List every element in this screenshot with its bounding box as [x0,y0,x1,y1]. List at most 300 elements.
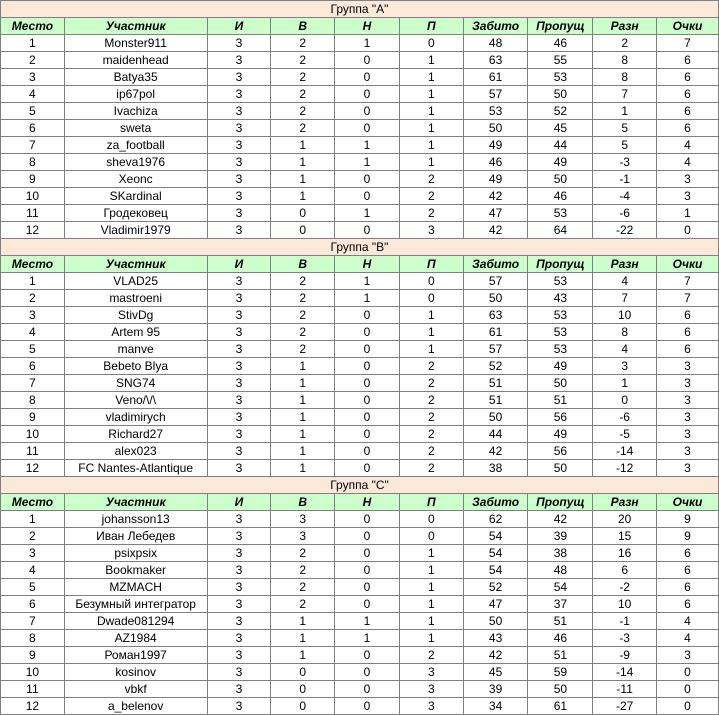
cell-played: 3 [207,324,271,341]
cell-won: 1 [271,358,335,375]
cell-points: 3 [657,426,719,443]
cell-lost: 0 [399,511,463,528]
cell-played: 3 [207,375,271,392]
cell-won: 2 [271,562,335,579]
cell-goals-against: 48 [528,562,593,579]
cell-goals-for: 39 [463,681,528,698]
cell-goals-for: 61 [463,69,528,86]
cell-goals-against: 61 [528,698,593,715]
cell-won: 2 [271,86,335,103]
cell-won: 1 [271,460,335,477]
cell-participant: SKardinal [64,188,207,205]
cell-lost: 1 [399,120,463,137]
cell-played: 3 [207,409,271,426]
cell-goals-for: 54 [463,545,528,562]
cell-goals-for: 52 [463,579,528,596]
cell-goals-for: 38 [463,460,528,477]
cell-points: 9 [657,528,719,545]
cell-won: 2 [271,290,335,307]
cell-goals-against: 50 [528,460,593,477]
cell-played: 3 [207,460,271,477]
column-header-row [1,494,719,511]
column-header-place: Место [1,256,65,273]
table-row [1,171,719,188]
cell-participant: za_football [64,137,207,154]
cell-participant: StivDg [64,307,207,324]
cell-goals-against: 59 [528,664,593,681]
cell-place: 12 [1,460,65,477]
cell-played: 3 [207,188,271,205]
cell-goals-for: 42 [463,188,528,205]
table-row [1,375,719,392]
cell-played: 3 [207,154,271,171]
table-row [1,69,719,86]
cell-goal-diff: -27 [593,698,657,715]
cell-points: 6 [657,86,719,103]
cell-participant: ip67pol [64,86,207,103]
cell-goals-against: 37 [528,596,593,613]
cell-goals-for: 61 [463,324,528,341]
table-row [1,528,719,545]
cell-place: 2 [1,52,65,69]
cell-played: 3 [207,681,271,698]
column-header-lost: П [399,18,463,35]
cell-points: 9 [657,511,719,528]
cell-goals-for: 57 [463,341,528,358]
cell-goals-against: 51 [528,647,593,664]
cell-goals-against: 53 [528,273,593,290]
cell-points: 6 [657,307,719,324]
column-header-played: И [207,18,271,35]
cell-goal-diff: -3 [593,630,657,647]
cell-place: 5 [1,103,65,120]
cell-lost: 1 [399,562,463,579]
cell-won: 2 [271,341,335,358]
cell-won: 2 [271,307,335,324]
column-header-played: И [207,256,271,273]
cell-goal-diff: 8 [593,324,657,341]
cell-points: 4 [657,137,719,154]
cell-lost: 1 [399,137,463,154]
column-header-goal-diff: Разн [593,18,657,35]
cell-goals-against: 50 [528,171,593,188]
cell-played: 3 [207,273,271,290]
column-header-row [1,18,719,35]
table-row [1,562,719,579]
cell-lost: 1 [399,324,463,341]
cell-drawn: 1 [335,290,400,307]
table-row [1,460,719,477]
cell-goal-diff: 0 [593,392,657,409]
cell-goals-against: 49 [528,426,593,443]
cell-lost: 2 [399,171,463,188]
cell-goal-diff: 4 [593,341,657,358]
cell-drawn: 0 [335,562,400,579]
table-row [1,647,719,664]
column-header-goal-diff: Разн [593,494,657,511]
group-title: Группа "C" [1,477,719,494]
table-row [1,358,719,375]
cell-participant: Dwade081294 [64,613,207,630]
table-row [1,341,719,358]
table-row [1,426,719,443]
cell-goals-for: 53 [463,103,528,120]
table-row [1,222,719,239]
cell-goal-diff: 5 [593,120,657,137]
cell-goals-against: 53 [528,341,593,358]
cell-place: 1 [1,511,65,528]
cell-participant: a_belenov [64,698,207,715]
cell-goals-against: 49 [528,358,593,375]
cell-place: 6 [1,358,65,375]
cell-place: 4 [1,324,65,341]
column-header-place: Место [1,494,65,511]
cell-lost: 1 [399,613,463,630]
cell-drawn: 0 [335,528,400,545]
cell-played: 3 [207,545,271,562]
cell-participant: sweta [64,120,207,137]
group-title: Группа "A" [1,1,719,18]
cell-place: 8 [1,154,65,171]
cell-won: 1 [271,613,335,630]
cell-points: 6 [657,545,719,562]
column-header-played: И [207,494,271,511]
cell-goals-for: 57 [463,86,528,103]
cell-lost: 2 [399,205,463,222]
cell-goals-for: 54 [463,528,528,545]
cell-played: 3 [207,426,271,443]
cell-played: 3 [207,103,271,120]
cell-lost: 2 [399,375,463,392]
table-row [1,35,719,52]
cell-drawn: 0 [335,392,400,409]
column-header-goals-against: Пропущ [528,256,593,273]
cell-goal-diff: 6 [593,562,657,579]
cell-goal-diff: -6 [593,205,657,222]
cell-points: 3 [657,358,719,375]
cell-lost: 2 [399,647,463,664]
cell-goal-diff: 16 [593,545,657,562]
cell-place: 10 [1,664,65,681]
cell-drawn: 1 [335,137,400,154]
cell-won: 2 [271,579,335,596]
cell-drawn: 1 [335,35,400,52]
table-row [1,392,719,409]
standings-body [1,1,719,715]
cell-goals-for: 49 [463,137,528,154]
cell-goal-diff: -3 [593,154,657,171]
cell-goals-against: 53 [528,324,593,341]
cell-won: 1 [271,188,335,205]
cell-played: 3 [207,562,271,579]
cell-place: 7 [1,613,65,630]
cell-points: 6 [657,69,719,86]
cell-participant: Veno/\/\ [64,392,207,409]
cell-participant: psixpsix [64,545,207,562]
column-header-goal-diff: Разн [593,256,657,273]
cell-goals-for: 46 [463,154,528,171]
cell-participant: vbkf [64,681,207,698]
cell-lost: 3 [399,664,463,681]
column-header-goals-for: Забито [463,494,528,511]
cell-goals-against: 43 [528,290,593,307]
cell-place: 3 [1,69,65,86]
cell-participant: manve [64,341,207,358]
column-header-points: Очки [657,494,719,511]
cell-goals-against: 50 [528,375,593,392]
table-row [1,188,719,205]
cell-goals-against: 46 [528,630,593,647]
cell-points: 1 [657,205,719,222]
cell-lost: 1 [399,69,463,86]
cell-won: 2 [271,35,335,52]
cell-played: 3 [207,443,271,460]
cell-goal-diff: -14 [593,443,657,460]
cell-goals-against: 53 [528,69,593,86]
table-row [1,664,719,681]
cell-lost: 3 [399,681,463,698]
cell-points: 7 [657,290,719,307]
cell-goals-against: 45 [528,120,593,137]
cell-lost: 1 [399,630,463,647]
cell-drawn: 1 [335,205,400,222]
cell-place: 3 [1,545,65,562]
cell-drawn: 0 [335,52,400,69]
cell-drawn: 0 [335,171,400,188]
cell-participant: maidenhead [64,52,207,69]
table-row [1,579,719,596]
column-header-drawn: Н [335,494,400,511]
cell-points: 3 [657,409,719,426]
cell-played: 3 [207,69,271,86]
column-header-lost: П [399,494,463,511]
cell-points: 6 [657,52,719,69]
cell-goals-for: 51 [463,392,528,409]
table-row [1,154,719,171]
cell-drawn: 1 [335,273,400,290]
cell-drawn: 0 [335,375,400,392]
cell-participant: AZ1984 [64,630,207,647]
table-row [1,443,719,460]
column-header-goals-against: Пропущ [528,494,593,511]
cell-goal-diff: 10 [593,307,657,324]
cell-won: 1 [271,137,335,154]
cell-goal-diff: 8 [593,52,657,69]
cell-place: 12 [1,222,65,239]
cell-goal-diff: -6 [593,409,657,426]
cell-goal-diff: 1 [593,375,657,392]
cell-lost: 3 [399,698,463,715]
cell-won: 2 [271,545,335,562]
cell-drawn: 0 [335,86,400,103]
cell-points: 3 [657,375,719,392]
table-row [1,290,719,307]
cell-points: 6 [657,120,719,137]
cell-place: 4 [1,562,65,579]
cell-participant: Monster911 [64,35,207,52]
cell-points: 0 [657,222,719,239]
cell-lost: 1 [399,579,463,596]
cell-drawn: 0 [335,222,400,239]
cell-goals-for: 50 [463,120,528,137]
cell-goals-for: 54 [463,562,528,579]
cell-goal-diff: -11 [593,681,657,698]
cell-points: 7 [657,35,719,52]
group-title: Группа "B" [1,239,719,256]
cell-participant: alex023 [64,443,207,460]
table-row [1,324,719,341]
cell-goals-for: 42 [463,647,528,664]
table-row [1,511,719,528]
cell-drawn: 1 [335,154,400,171]
cell-played: 3 [207,392,271,409]
cell-played: 3 [207,290,271,307]
cell-lost: 2 [399,188,463,205]
cell-lost: 0 [399,290,463,307]
cell-goals-for: 52 [463,358,528,375]
cell-place: 1 [1,273,65,290]
cell-participant: johansson13 [64,511,207,528]
cell-goal-diff: 3 [593,358,657,375]
cell-participant: VLAD25 [64,273,207,290]
table-row [1,596,719,613]
cell-won: 2 [271,596,335,613]
cell-points: 3 [657,443,719,460]
cell-goals-against: 52 [528,103,593,120]
cell-goals-for: 34 [463,698,528,715]
column-header-won: В [271,256,335,273]
cell-participant: Ivachiza [64,103,207,120]
table-row [1,409,719,426]
cell-played: 3 [207,35,271,52]
cell-won: 1 [271,154,335,171]
column-header-goals-for: Забито [463,18,528,35]
cell-goals-against: 50 [528,681,593,698]
cell-goals-against: 46 [528,35,593,52]
cell-place: 11 [1,443,65,460]
cell-won: 1 [271,647,335,664]
cell-lost: 2 [399,358,463,375]
cell-goal-diff: -1 [593,171,657,188]
cell-participant: Richard27 [64,426,207,443]
cell-played: 3 [207,205,271,222]
column-header-place: Место [1,18,65,35]
cell-place: 1 [1,35,65,52]
cell-goals-for: 42 [463,222,528,239]
cell-goal-diff: 7 [593,290,657,307]
cell-drawn: 0 [335,69,400,86]
cell-lost: 1 [399,154,463,171]
cell-goals-for: 63 [463,52,528,69]
cell-participant: Vladimir1979 [64,222,207,239]
cell-drawn: 0 [335,103,400,120]
cell-drawn: 0 [335,307,400,324]
cell-goal-diff: 15 [593,528,657,545]
cell-won: 0 [271,698,335,715]
cell-won: 2 [271,120,335,137]
cell-goal-diff: 10 [593,596,657,613]
cell-goal-diff: -14 [593,664,657,681]
column-header-won: В [271,494,335,511]
cell-played: 3 [207,596,271,613]
table-row [1,137,719,154]
cell-goal-diff: -2 [593,579,657,596]
cell-goals-for: 43 [463,630,528,647]
cell-goals-for: 50 [463,290,528,307]
cell-goals-against: 64 [528,222,593,239]
cell-place: 9 [1,409,65,426]
cell-participant: Иван Лебедев [64,528,207,545]
cell-participant: Batya35 [64,69,207,86]
cell-played: 3 [207,86,271,103]
cell-points: 0 [657,664,719,681]
cell-goals-for: 62 [463,511,528,528]
cell-place: 7 [1,375,65,392]
cell-drawn: 0 [335,681,400,698]
column-header-lost: П [399,256,463,273]
cell-won: 3 [271,528,335,545]
cell-participant: Гродековец [64,205,207,222]
cell-points: 6 [657,562,719,579]
cell-points: 3 [657,392,719,409]
cell-goals-against: 53 [528,205,593,222]
cell-drawn: 0 [335,664,400,681]
cell-goal-diff: 7 [593,86,657,103]
cell-drawn: 0 [335,511,400,528]
table-row [1,681,719,698]
cell-won: 0 [271,205,335,222]
cell-lost: 1 [399,596,463,613]
cell-goals-for: 42 [463,443,528,460]
cell-won: 2 [271,69,335,86]
cell-points: 7 [657,273,719,290]
table-row [1,120,719,137]
table-row [1,205,719,222]
cell-participant: kosinov [64,664,207,681]
cell-goals-for: 63 [463,307,528,324]
cell-points: 6 [657,324,719,341]
cell-goal-diff: -5 [593,426,657,443]
cell-points: 3 [657,171,719,188]
cell-place: 11 [1,205,65,222]
table-row [1,698,719,715]
cell-lost: 0 [399,528,463,545]
cell-place: 10 [1,426,65,443]
cell-lost: 1 [399,545,463,562]
cell-goal-diff: 1 [593,103,657,120]
cell-goals-for: 57 [463,273,528,290]
cell-played: 3 [207,630,271,647]
cell-participant: SNG74 [64,375,207,392]
cell-goals-against: 49 [528,154,593,171]
cell-lost: 1 [399,103,463,120]
cell-participant: sheva1976 [64,154,207,171]
cell-goals-against: 51 [528,613,593,630]
cell-goal-diff: 2 [593,35,657,52]
cell-points: 4 [657,630,719,647]
cell-won: 2 [271,273,335,290]
cell-points: 6 [657,341,719,358]
cell-goals-against: 56 [528,409,593,426]
cell-participant: MZMACH [64,579,207,596]
cell-place: 3 [1,307,65,324]
cell-played: 3 [207,341,271,358]
cell-points: 0 [657,681,719,698]
table-row [1,307,719,324]
cell-participant: Безумный интегратор [64,596,207,613]
cell-drawn: 1 [335,630,400,647]
cell-points: 6 [657,579,719,596]
